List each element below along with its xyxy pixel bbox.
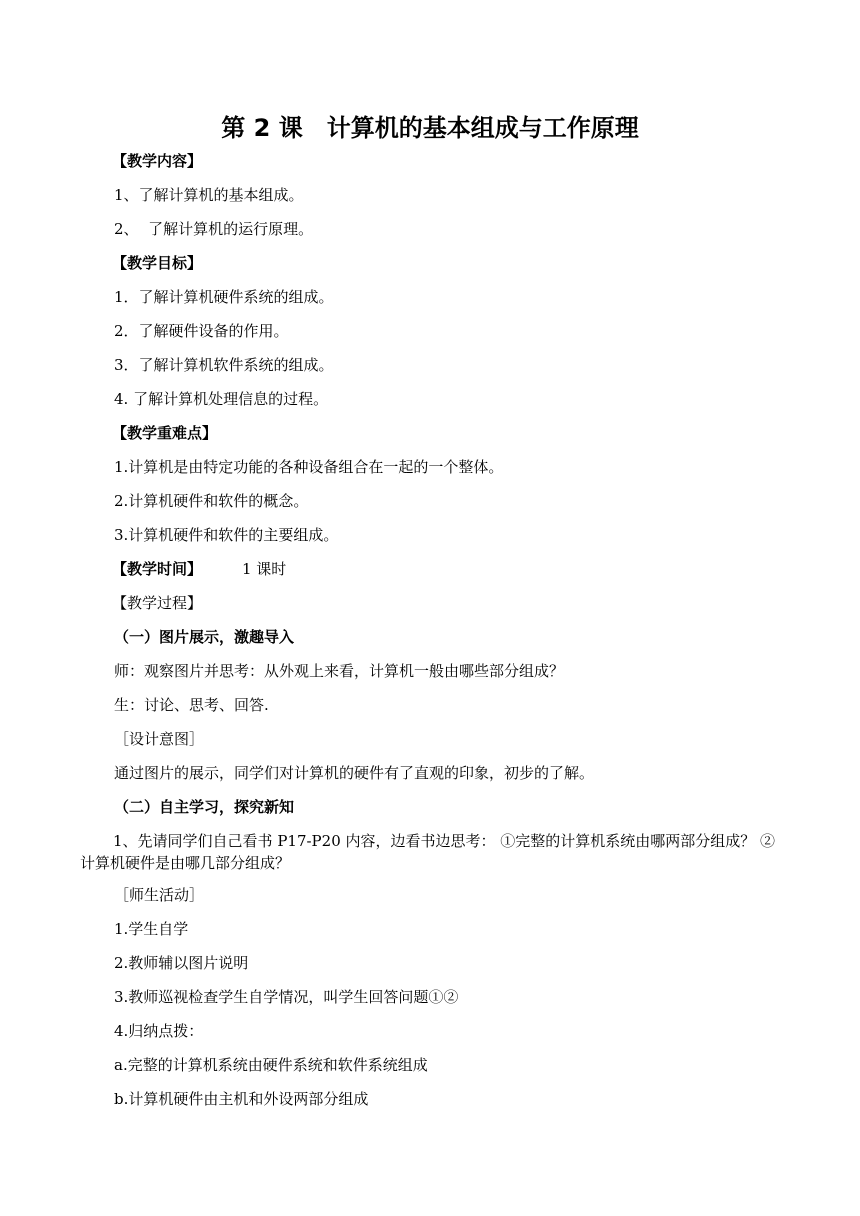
activity-item-1: 1.学生自学 (114, 920, 189, 938)
key-point-2: 2.计算机硬件和软件的概念。 (114, 492, 309, 510)
goal-item-2: 2．了解硬件设备的作用。 (114, 322, 289, 340)
content-item-1: 1、了解计算机的基本组成。 (114, 186, 304, 204)
teacher-prompt: 师：观察图片并思考：从外观上来看，计算机一般由哪些部分组成？ (114, 662, 565, 680)
goal-item-3: 3．了解计算机软件系统的组成。 (114, 356, 334, 374)
heading-key-points: 【教学重难点】 (112, 424, 218, 442)
design-intent-label-1: ［设计意图］ (114, 730, 205, 748)
heading-teaching-time: 【教学时间】 (112, 560, 203, 578)
heading-teaching-content: 【教学内容】 (112, 152, 203, 170)
activity-item-2: 2.教师辅以图片说明 (114, 954, 249, 972)
heading-teaching-goals: 【教学目标】 (112, 254, 203, 272)
lesson-title: 第 2 课 计算机的基本组成与工作原理 (221, 114, 639, 142)
activity-label: ［师生活动］ (114, 886, 205, 904)
key-point-3: 3.计算机硬件和软件的主要组成。 (114, 526, 339, 544)
summary-item-b: b.计算机硬件由主机和外设两部分组成 (114, 1090, 369, 1108)
goal-item-1: 1．了解计算机硬件系统的组成。 (114, 288, 334, 306)
design-intent-text: 通过图片的展示，同学们对计算机的硬件有了直观的印象，初步的了解。 (114, 764, 595, 782)
student-response: 生：讨论、思考、回答. (114, 696, 269, 714)
heading-teaching-process: 【教学过程】 (112, 594, 203, 612)
content-item-2: 2、 了解计算机的运行原理。 (114, 220, 314, 238)
activity-item-4: 4.归纳点拨： (114, 1022, 204, 1040)
self-study-paragraph: 1、先请同学们自己看书 P17-P20 内容，边看书边思考： ①完整的计算机系统由哪两部分组成？ ②计算机硬件是由哪几部分组成？ (80, 832, 776, 872)
key-point-1: 1.计算机是由特定功能的各种设备组合在一起的一个整体。 (114, 458, 504, 476)
summary-item-a: a.完整的计算机系统由硬件系统和软件系统组成 (114, 1056, 428, 1074)
goal-item-4: 4. 了解计算机处理信息的过程。 (114, 390, 329, 408)
section-1-heading: （一）图片展示，激趣导入 (114, 628, 295, 646)
section-2-heading: （二）自主学习，探究新知 (114, 798, 295, 816)
activity-item-3: 3.教师巡视检查学生自学情况，叫学生回答问题①② (114, 988, 459, 1006)
teaching-time-value: 1 课时 (242, 560, 287, 578)
